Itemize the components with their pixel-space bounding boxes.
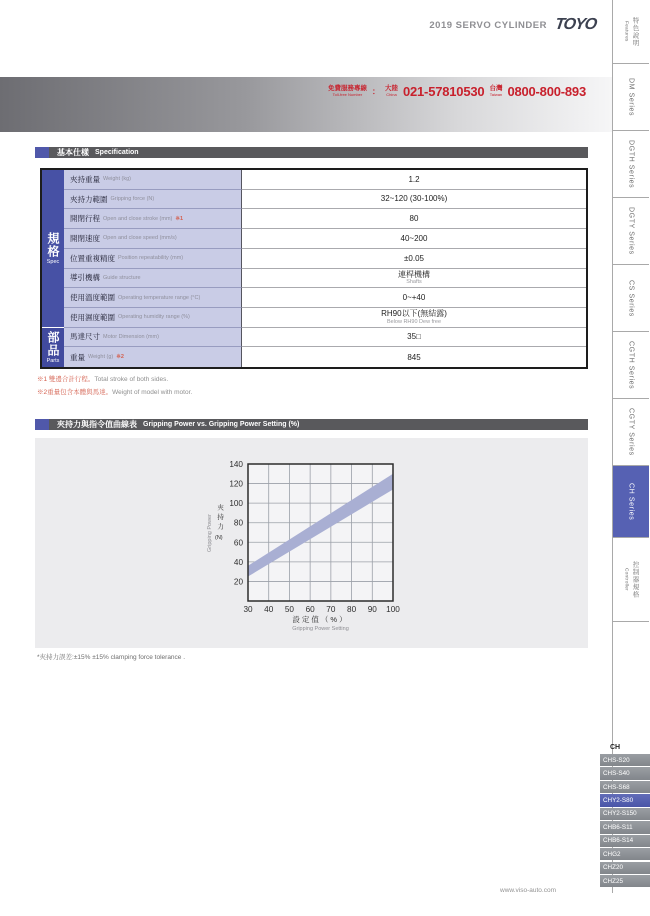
brand-row (429, 16, 596, 34)
footnote-zh: ※1 雙邊合計行程。 (37, 376, 95, 383)
chart-footnote: *夾持力誤差:±15% ±15% clamping force tolerance . (37, 654, 186, 661)
spec-row-label (64, 209, 242, 229)
x-axis-title-zh: 設定值（%） (292, 615, 349, 624)
spec-row-value (242, 328, 586, 348)
model-item-chs-s68[interactable]: CHS-S68 (600, 781, 650, 793)
group-zh: 部品 (46, 330, 60, 357)
footnote-zh: ※2重量包含本體與馬達。 (37, 389, 113, 396)
label-zh: 導引機構 (70, 273, 100, 283)
label-en: Operating temperature range (°C) (118, 294, 201, 301)
hotline-label-en: Toll-free Number (332, 91, 363, 97)
header-bar (49, 147, 588, 158)
label-en: Weight (g) (88, 354, 114, 361)
value: 40~200 (400, 233, 428, 243)
footnote-2 (37, 386, 192, 399)
svg-text:40: 40 (264, 605, 274, 614)
hotline-label (328, 86, 367, 97)
tab-label: CH Series (627, 482, 635, 521)
y-axis-title-en: Gripping Power (207, 514, 213, 552)
group-label-spec (42, 170, 64, 328)
svg-text:80: 80 (347, 605, 357, 614)
chart-section-header (35, 419, 588, 430)
spec-section-header (35, 147, 588, 158)
group-label-parts (42, 328, 64, 367)
tab-label: DM Series (627, 77, 635, 117)
model-item-chs-s40[interactable]: CHS-S40 (600, 767, 650, 779)
value: 845 (407, 352, 421, 362)
value: 0~+40 (402, 292, 426, 302)
label-en: Weight (kg) (103, 176, 132, 183)
label-zh: 使用溫度範圍 (70, 293, 115, 303)
spec-row-value (242, 288, 586, 308)
section-title-zh: 夾持力與指令值曲線表 (57, 420, 137, 429)
svg-text:100: 100 (386, 605, 400, 614)
model-item-chb6-s11[interactable]: CHB6-S11 (600, 821, 650, 833)
region-zh: 台灣 (489, 85, 503, 92)
hotline-bar (0, 77, 612, 132)
tab-label: CS Series (627, 279, 635, 317)
sidebar-tab-features[interactable] (613, 0, 649, 64)
spec-row-value (242, 249, 586, 269)
hotline-colon: ： (371, 87, 380, 96)
value-sub: Below RH90 Dew free (386, 318, 442, 325)
section-title-zh: 基本仕樣 (57, 148, 89, 157)
spec-row-label (64, 190, 242, 210)
svg-text:90: 90 (367, 605, 377, 614)
group-en: Spec (46, 258, 60, 265)
value: 35□ (407, 332, 421, 342)
sidebar-tab-label (623, 561, 640, 599)
sidebar-tab-cs-series[interactable] (613, 265, 649, 332)
svg-text:60: 60 (233, 538, 243, 548)
spec-row-value (242, 170, 586, 190)
label-zh: 馬達尺寸 (70, 332, 100, 342)
label-en: Guide structure (103, 274, 141, 281)
model-item-chz25[interactable]: CHZ25 (600, 875, 650, 887)
tab-label: CGTH Series (627, 340, 635, 390)
svg-text:120: 120 (229, 479, 243, 489)
hotline-region-china (385, 86, 398, 97)
spec-row-value (242, 347, 586, 367)
spec-row-label (64, 288, 242, 308)
value: ±0.05 (404, 253, 424, 263)
spec-row-label (64, 347, 242, 367)
svg-text:80: 80 (233, 518, 243, 528)
model-item-chb6-s14[interactable]: CHB6-S14 (600, 835, 650, 847)
svg-text:20: 20 (233, 577, 243, 587)
value: 32~120 (30-100%) (380, 194, 448, 204)
sidebar-tab-dgth-series[interactable] (613, 131, 649, 198)
x-axis-title (248, 616, 393, 632)
label-footnote-mark: ※1 (175, 215, 184, 222)
footnote-en: Total stroke of both sides. (94, 376, 169, 383)
section-title-en: Gripping Power vs. Gripping Power Setting (%) (143, 421, 300, 428)
header-bar (49, 419, 588, 430)
tab-label-zh: 特色說明 (631, 16, 639, 47)
model-item-chy2-s150[interactable]: CHY2-S150 (600, 808, 650, 820)
tab-label-zh: 控制器規格 (631, 560, 639, 599)
x-axis-title-en: Gripping Power Setting (292, 625, 349, 632)
label-en: Gripping force (N) (110, 196, 155, 203)
model-list (600, 744, 650, 889)
section-title-en: Specification (95, 149, 139, 156)
hotline-region-taiwan (489, 86, 502, 97)
label-zh: 夾持重量 (70, 174, 100, 184)
region-zh: 大陸 (384, 85, 398, 92)
sidebar-tab-cgty-series[interactable] (613, 399, 649, 466)
tab-label-en: Controller (623, 568, 629, 591)
label-en: Motor Dimension (mm) (103, 333, 159, 340)
spec-row-label (64, 229, 242, 249)
spec-row-value (242, 308, 586, 328)
label-zh: 使用濕度範圍 (70, 312, 115, 322)
website-url: www.viso-auto.com (500, 887, 556, 894)
model-item-chg2[interactable]: CHG2 (600, 848, 650, 860)
y-axis-unit: (N) (215, 534, 223, 541)
spec-row-value (242, 190, 586, 210)
region-en: China (386, 91, 397, 97)
header-accent-square (35, 147, 49, 158)
label-en: Operating humidity range (%) (118, 314, 190, 321)
label-zh: 開閉行程 (70, 214, 100, 224)
label-footnote-mark: ※2 (116, 354, 124, 361)
label-zh: 夾持力範圍 (70, 194, 108, 204)
svg-text:30: 30 (243, 605, 253, 614)
tab-label-en: Features (623, 21, 629, 42)
value-sub: Shafts (406, 279, 422, 286)
group-en: Parts (46, 357, 60, 364)
hotline-label-zh: 免費服務專線 (327, 85, 367, 92)
svg-text:60: 60 (305, 605, 315, 614)
tab-label: DGTY Series (627, 207, 635, 255)
spec-row-value (242, 269, 586, 289)
footnote-1 (37, 373, 192, 386)
spec-row-value (242, 209, 586, 229)
sidebar-tab-dgty-series[interactable] (613, 198, 649, 265)
svg-text:70: 70 (326, 605, 336, 614)
value: 1.2 (408, 174, 420, 184)
spec-row-label (64, 308, 242, 328)
tab-label: DGTH Series (627, 139, 635, 189)
region-en: Taiwan (489, 91, 503, 97)
label-zh: 位置重複精度 (70, 253, 115, 263)
label-en: Open and close speed (mm/s) (103, 235, 177, 242)
svg-text:100: 100 (229, 499, 243, 509)
spec-row-value (242, 229, 586, 249)
label-zh: 開閉速度 (70, 233, 100, 243)
value: RH90以下(無結露) (381, 309, 447, 319)
sidebar-tab-cgth-series[interactable] (613, 332, 649, 399)
spec-row-label (64, 328, 242, 348)
label-zh: 重量 (70, 352, 85, 362)
model-item-chs-s20[interactable]: CHS-S20 (600, 754, 650, 766)
taiwan-phone-number: 0800-800-893 (507, 84, 586, 99)
group-zh: 規格 (46, 231, 60, 258)
svg-text:40: 40 (233, 557, 243, 567)
footnote-en: Weight of model with motor. (112, 389, 193, 396)
model-list-header: CH (610, 744, 621, 751)
model-item-chy2-s80-active[interactable]: CHY2-S80 (600, 794, 650, 806)
table-footnotes (37, 373, 192, 399)
svg-text:50: 50 (284, 605, 294, 614)
label-en: Position repeatability (mm) (118, 255, 184, 262)
spec-row-label (64, 269, 242, 289)
svg-text:140: 140 (229, 460, 243, 469)
value: 80 (409, 214, 419, 224)
tab-label: CGTY Series (627, 408, 635, 456)
spec-row-label (64, 170, 242, 190)
model-item-chz20[interactable]: CHZ20 (600, 862, 650, 874)
header-accent-square (35, 419, 49, 430)
label-en: Open and close stroke (mm) (103, 215, 173, 222)
spec-row-label (64, 249, 242, 269)
sidebar-tab-ch-series-active[interactable] (613, 466, 649, 538)
y-axis-title-zh: 夾持力 (216, 504, 224, 533)
sidebar-tab-label (623, 17, 640, 47)
sidebar-tab-controller[interactable] (613, 538, 649, 622)
gripping-power-chart (203, 456, 413, 614)
toyo-logo: TOYO (553, 16, 598, 33)
china-phone-number: 021-57810530 (402, 84, 485, 99)
value: 連桿機構 (398, 270, 430, 280)
specification-table (40, 168, 588, 369)
y-axis-title (215, 504, 223, 541)
sidebar-tab-dm-series[interactable] (613, 64, 649, 131)
page-title: 2019 SERVO CYLINDER (429, 19, 547, 31)
hotline-row (0, 77, 612, 99)
